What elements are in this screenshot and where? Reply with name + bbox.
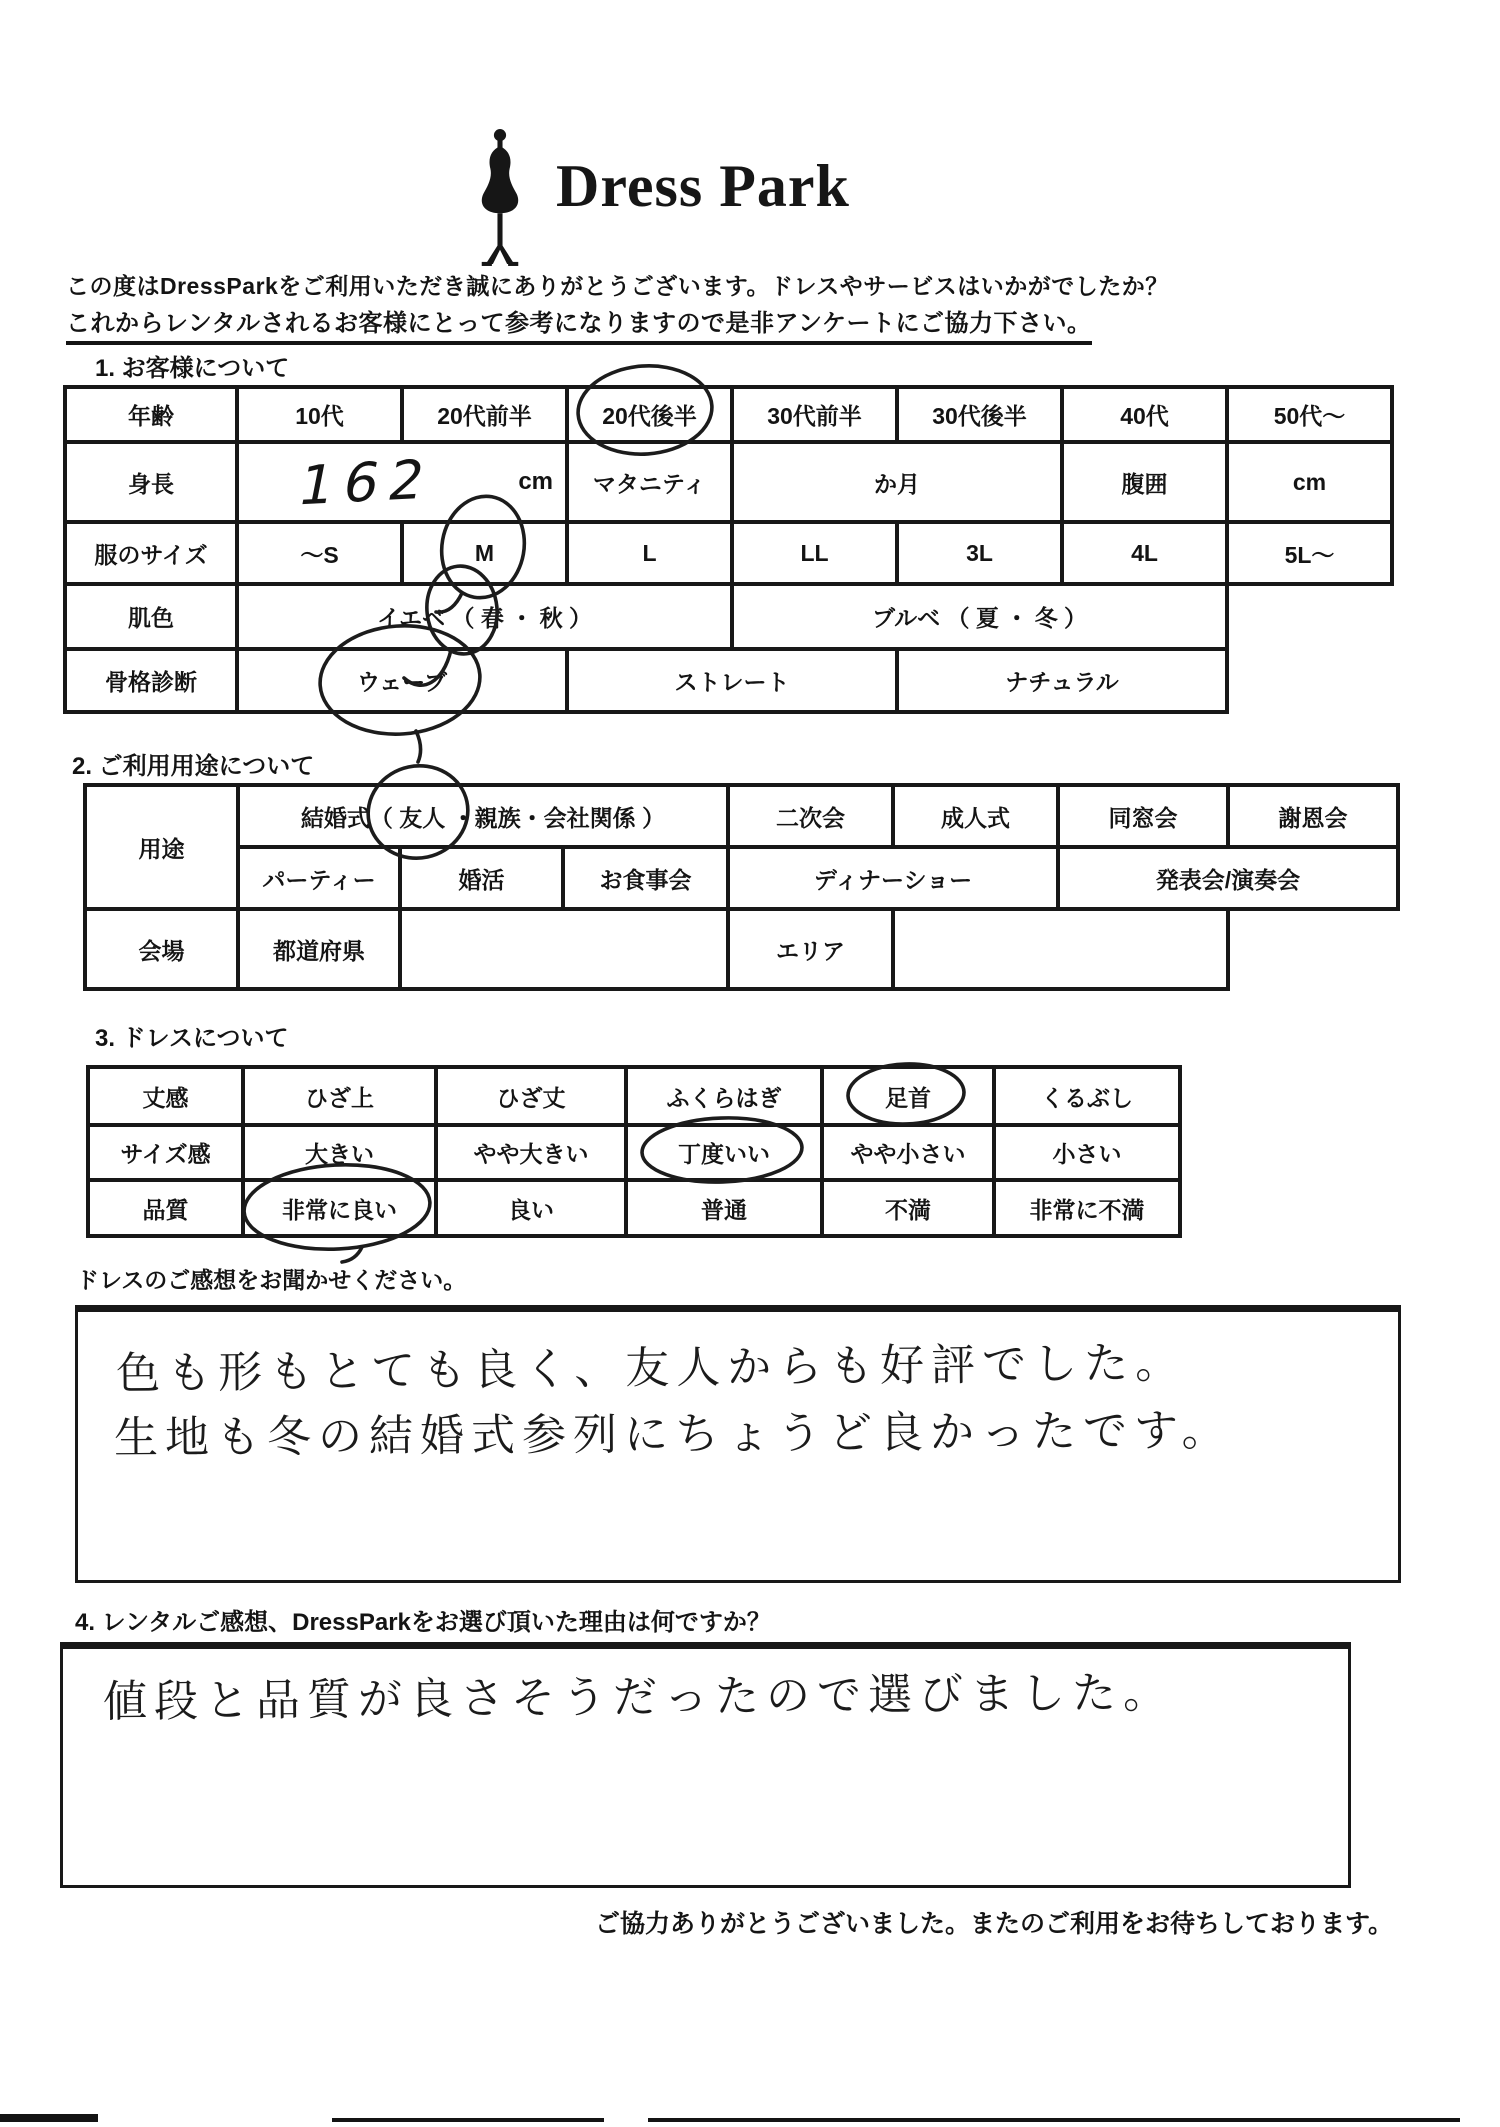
skeleton-row [65, 649, 1392, 712]
height-value-cell [237, 442, 567, 522]
dress-feedback-prompt: ドレスのご感想をお聞かせください。 [76, 1267, 467, 1293]
skin-tone-warm-cell: イエベ （ 春 ・ 秋 ） [237, 584, 732, 649]
skeleton-label: 骨格診断 [65, 649, 237, 712]
age-option-20s-early: 20代前半 [402, 387, 567, 442]
scan-artifact-line [332, 2118, 604, 2122]
age-label: 年齢 [65, 387, 237, 442]
height-row [65, 442, 1392, 522]
size-option-5l: 5L〜 [1227, 522, 1392, 584]
fit-option-small: 小さい [994, 1125, 1180, 1180]
footer-thanks-text: ご協力ありがとうございました。またのご利用をお待ちしております。 [594, 1910, 1393, 1938]
quality-option-good: 良い [436, 1180, 626, 1236]
height-unit: cm [518, 468, 553, 495]
age-option-10s: 10代 [237, 387, 402, 442]
usage-option-wedding: 結婚式（ 友人 ・親族・会社関係 ） [238, 785, 728, 847]
skeleton-option-natural: ナチュラル [897, 649, 1227, 712]
rental-reason-box [60, 1642, 1351, 1888]
fit-option-large: 大きい [243, 1125, 436, 1180]
height-handwritten-value: 162 [293, 447, 441, 517]
scan-artifact-line [648, 2118, 1460, 2122]
usage-option-dinner: お食事会 [563, 847, 728, 909]
usage-option-coming-of-age: 成人式 [893, 785, 1058, 847]
clothing-size-label: 服のサイズ [65, 522, 237, 584]
length-option-ankle: 足首 [822, 1067, 994, 1125]
purpose-label: 用途 [85, 785, 238, 909]
waist-label: 腹囲 [1062, 442, 1227, 522]
skin-tone-label: 肌色 [65, 584, 237, 649]
section2-heading: 2. ご利用用途について [72, 753, 315, 780]
usage-row-1 [85, 785, 1398, 847]
maternity-label: マタニティ [567, 442, 732, 522]
length-row [88, 1067, 1180, 1125]
circle-skeleton-wave-tail [416, 731, 421, 762]
skeleton-option-wave: ウェーブ [237, 649, 567, 712]
age-option-30s-late: 30代後半 [897, 387, 1062, 442]
quality-option-dissatisfied: 不満 [822, 1180, 994, 1236]
skeleton-option-straight: ストレート [567, 649, 897, 712]
age-option-40s: 40代 [1062, 387, 1227, 442]
usage-option-recital: 発表会/演奏会 [1058, 847, 1398, 909]
fit-label: サイズ感 [88, 1125, 243, 1180]
length-option-above-knee: ひざ上 [243, 1067, 436, 1125]
rental-reason-answer: 値段と品質が良さそうだったので選びました。 [102, 1667, 1175, 1728]
venue-label: 会場 [85, 909, 238, 989]
skin-tone-cool-cell: ブルベ （ 夏 ・ 冬 ） [732, 584, 1227, 649]
dress-table [86, 1065, 1182, 1238]
usage-table [83, 783, 1400, 991]
circle-quality-tail [342, 1247, 362, 1262]
fit-option-just-right: 丁度いい [626, 1125, 822, 1180]
usage-option-thanks-party: 謝恩会 [1228, 785, 1398, 847]
venue-void-cell [1228, 909, 1398, 989]
venue-row [85, 909, 1398, 989]
age-option-50s: 50代〜 [1227, 387, 1392, 442]
venue-area-label: エリア [728, 909, 893, 989]
dress-feedback-answer-line1: 色も形もとても良く、友人からも好評でした。 [115, 1337, 1187, 1400]
quality-option-very-good: 非常に良い [243, 1180, 436, 1236]
quality-row [88, 1180, 1180, 1236]
dress-form-icon [452, 126, 548, 268]
intro-line-1: この度はDressParkをご利用いただき誠にありがとうございます。ドレスやサービスはいかがでしたか？ [66, 273, 1169, 299]
fit-option-slightly-large: やや大きい [436, 1125, 626, 1180]
maternity-months-label: か月 [732, 442, 1062, 522]
venue-prefecture-input-cell [400, 909, 728, 989]
size-option-3l: 3L [897, 522, 1062, 584]
age-row [65, 387, 1392, 442]
quality-option-very-dissatisfied: 非常に不満 [994, 1180, 1180, 1236]
fit-row [88, 1125, 1180, 1180]
height-label: 身長 [65, 442, 237, 522]
size-option-ll: LL [732, 522, 897, 584]
usage-option-konkatsu: 婚活 [400, 847, 563, 909]
venue-area-input-cell [893, 909, 1228, 989]
size-option-m: M [402, 522, 567, 584]
length-label: 丈感 [88, 1067, 243, 1125]
usage-row-2 [85, 847, 1398, 909]
customer-table [63, 385, 1394, 714]
waist-unit: cm [1227, 442, 1392, 522]
clothing-size-row [65, 522, 1392, 584]
venue-prefecture-label: 都道府県 [238, 909, 400, 989]
section4-heading: 4. レンタルご感想、DressParkをお選び頂いた理由は何ですか？ [75, 1609, 771, 1636]
length-option-anklebone: くるぶし [994, 1067, 1180, 1125]
skin-tone-row [65, 584, 1392, 649]
fit-option-slightly-small: やや小さい [822, 1125, 994, 1180]
usage-option-dinner-show: ディナーショー [728, 847, 1058, 909]
size-option-s: 〜S [237, 522, 402, 584]
quality-label: 品質 [88, 1180, 243, 1236]
skin-tone-void-cell [1227, 584, 1392, 649]
skeleton-void-cell [1227, 649, 1392, 712]
size-option-l: L [567, 522, 732, 584]
usage-option-reunion: 同窓会 [1058, 785, 1228, 847]
length-option-calf: ふくらはぎ [626, 1067, 822, 1125]
dress-feedback-box [75, 1305, 1401, 1583]
age-option-20s-late: 20代後半 [567, 387, 732, 442]
length-option-knee: ひざ丈 [436, 1067, 626, 1125]
intro-line-2: これからレンタルされるお客様にとって参考になりますので是非アンケートにご協力下さい。 [66, 303, 1092, 345]
scan-artifact-line [0, 2114, 98, 2122]
usage-option-afterparty: 二次会 [728, 785, 893, 847]
section1-heading: 1. お客様について [95, 355, 290, 382]
quality-option-normal: 普通 [626, 1180, 822, 1236]
usage-option-party: パーティー [238, 847, 400, 909]
section3-heading: 3. ドレスについて [95, 1025, 289, 1052]
dress-feedback-answer-line2: 生地も冬の結婚式参列にちょうど良かったです。 [113, 1405, 1233, 1464]
size-option-4l: 4L [1062, 522, 1227, 584]
brand-logo-text: Dress Park [556, 153, 850, 219]
age-option-30s-early: 30代前半 [732, 387, 897, 442]
